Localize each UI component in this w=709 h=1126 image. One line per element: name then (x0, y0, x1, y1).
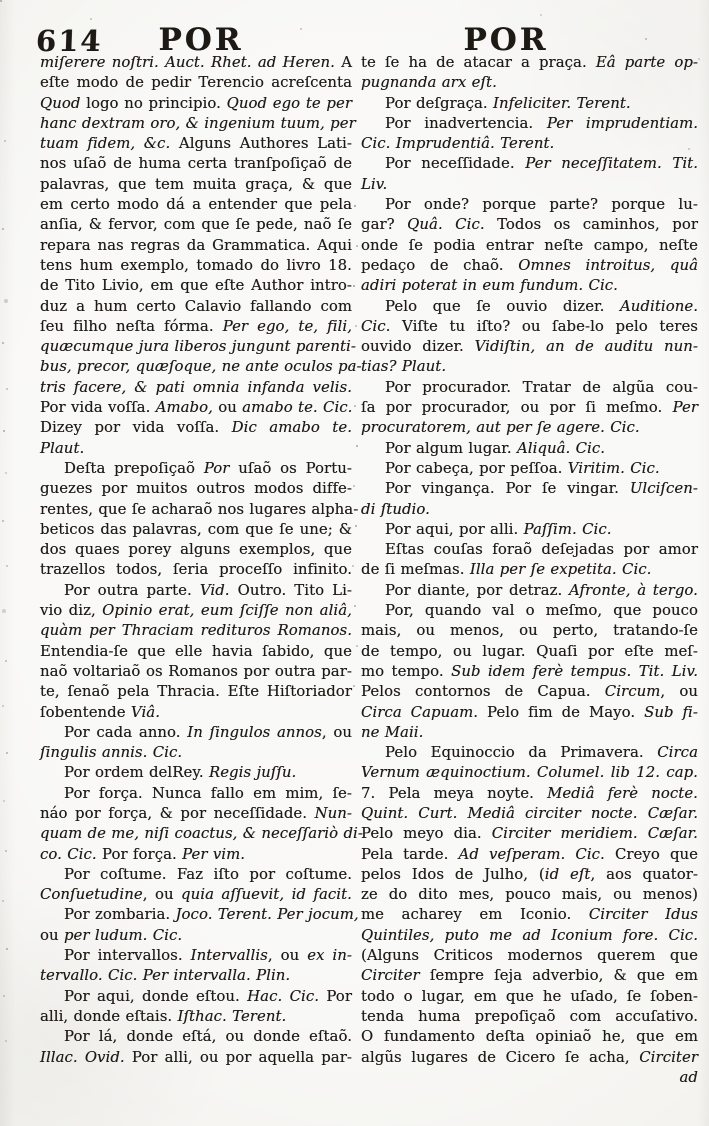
portuguese-roman-text: pelos Idos de Julho, ( (361, 865, 545, 883)
portuguese-roman-text: Por ordem delRey. (64, 764, 209, 782)
page-number: 614 (35, 24, 104, 58)
latin-italic-text: Afronte, à tergo. (568, 581, 698, 599)
text-line (40, 804, 352, 824)
latin-italic-text: Vid. (199, 581, 230, 599)
text-line (40, 784, 352, 804)
latin-italic-text: pugnanda arx eſt. (361, 74, 497, 92)
text-line (40, 885, 352, 905)
portuguese-roman-text: gar? (361, 216, 408, 234)
latin-italic-text: Eâ parte op- (595, 54, 699, 71)
text-line (40, 73, 352, 93)
text-line (361, 94, 698, 114)
portuguese-roman-text: repara nas regras da Grammatica. Aqui (40, 236, 352, 254)
latin-italic-text: Paſſim. Cic. (523, 520, 612, 538)
portuguese-roman-text: logo no principio. (80, 94, 227, 112)
text-line (40, 743, 352, 763)
text-line (40, 398, 352, 418)
latin-italic-text: Quod (40, 94, 81, 112)
text-line (361, 520, 698, 540)
latin-italic-text: Plaut. (40, 439, 85, 457)
portuguese-roman-text: Dizey por vida voſſa. (40, 419, 232, 437)
text-line (40, 236, 352, 256)
latin-italic-text: Quint. Curt. Mediâ circiter nocte. Cæſar. (361, 804, 698, 822)
text-line (40, 865, 352, 885)
portuguese-roman-text: vio diz, (40, 602, 103, 620)
text-line (40, 1027, 352, 1047)
latin-italic-text: Auditione. (620, 297, 698, 315)
text-line (40, 845, 352, 865)
text-line (361, 337, 698, 357)
latin-italic-text: Conſuetudine (40, 886, 143, 904)
portuguese-roman-text: Por vingança. Por ſe vingar. (385, 480, 630, 498)
latin-italic-text: Infeliciter. Terent. (493, 94, 631, 112)
text-line (40, 114, 356, 134)
text-line (361, 966, 698, 986)
text-line (40, 662, 352, 682)
right-column-text (361, 53, 698, 1088)
latin-italic-text: quam de me, niſi coactus, & neceſſariò di- (40, 825, 363, 843)
latin-italic-text: Amabo, (155, 399, 213, 417)
ink-speck-decoration (0, 0, 2, 2)
text-line (361, 601, 698, 621)
portuguese-roman-text: Por algum lugar. (385, 439, 517, 457)
portuguese-roman-text: beticos das palavras, com que ſe une; & (40, 520, 352, 538)
text-line (40, 500, 359, 520)
portuguese-roman-text: Por aqui, donde eſtou. (64, 987, 248, 1005)
latin-italic-text: Regis juſſu. (208, 764, 297, 782)
text-line (361, 479, 698, 499)
text-line (40, 642, 352, 662)
text-line (361, 459, 698, 479)
latin-italic-text: Iſthac. Terent. (177, 1007, 287, 1025)
portuguese-roman-text: , ou (267, 947, 308, 965)
latin-italic-text: adiri poterat in eum fundum. Cic. (361, 277, 618, 295)
latin-italic-text: Circa Capuam. (361, 703, 479, 721)
portuguese-roman-text: Pelo que ſe ouvio dizer. (385, 297, 620, 315)
portuguese-roman-text: Por deſgraça. (385, 94, 494, 112)
text-line (40, 946, 352, 966)
text-line (361, 946, 698, 966)
portuguese-roman-text: O fundamento deſta opiniaõ he, que em (361, 1028, 698, 1046)
portuguese-roman-text: Por força. Nunca fallo em mim, ſe- (64, 784, 352, 802)
text-line (361, 256, 698, 276)
text-line (361, 743, 698, 763)
latin-italic-text: Per imprudentiam. (546, 114, 699, 132)
text-line (361, 682, 698, 702)
text-line (361, 297, 698, 317)
portuguese-roman-text: alli, donde eſtais. (40, 1007, 178, 1025)
latin-italic-text: Cic. (361, 317, 391, 335)
text-line (40, 317, 352, 337)
text-line (361, 784, 698, 804)
latin-italic-text: quia aſſuevit, id facit. (181, 886, 352, 904)
portuguese-roman-text: , ou (321, 723, 353, 741)
text-line (361, 1007, 698, 1027)
text-line (40, 824, 363, 844)
text-line (361, 357, 698, 377)
portuguese-roman-text: rentes, que ſe acharaõ nos lugares alpha- (40, 500, 359, 518)
text-line (361, 53, 698, 73)
text-line (361, 763, 698, 783)
text-line (361, 662, 698, 682)
text-line (40, 215, 352, 235)
text-line (40, 540, 352, 560)
latin-italic-text: Liv. (361, 175, 388, 193)
text-line (40, 926, 352, 946)
text-line (361, 418, 698, 438)
latin-italic-text: hanc dextram oro, & ingenium tuum, per (40, 114, 356, 132)
text-line (40, 256, 352, 276)
latin-italic-text: ſingulis annis. Cic. (40, 744, 183, 762)
latin-italic-text: Per (672, 399, 698, 417)
text-line (40, 987, 352, 1007)
latin-italic-text: Illa per ſe expetita. Cic. (469, 561, 652, 579)
text-line (361, 134, 698, 154)
text-line (40, 479, 352, 499)
portuguese-roman-text: Pelo Equinoccio da Primavera. (385, 744, 658, 762)
text-line (361, 154, 698, 174)
latin-italic-text: Vernum æquinoctium. Columel. lib 12. cap. (361, 764, 698, 782)
portuguese-roman-text: Pelo fim de Mayo. (478, 703, 645, 721)
portuguese-roman-text: todo o lugar, em que he uſado, ſe ſoben- (361, 987, 698, 1005)
portuguese-roman-text: A (334, 54, 352, 71)
portuguese-roman-text: Por força. (96, 845, 183, 863)
text-line (40, 621, 352, 641)
latin-italic-text: Intervallis (190, 947, 268, 965)
text-line (361, 824, 698, 844)
latin-italic-text: miſerere noſtri. Auct. Rhet. ad Heren. (40, 54, 335, 71)
portuguese-roman-text: mo tempo. (361, 662, 452, 680)
text-line (40, 703, 352, 723)
portuguese-roman-text: ſeu filho neſta fórma. (40, 317, 223, 335)
portuguese-roman-text: ze do dito mes, pouco mais, ou menos) (361, 886, 698, 904)
latin-italic-text: Ad veſperam. Cic. (458, 845, 605, 863)
portuguese-roman-text: duz a hum certo Calavio fallando com (40, 297, 352, 315)
text-line (361, 398, 698, 418)
portuguese-roman-text: náo por força, & por neceſſidade. (40, 804, 315, 822)
text-line (361, 195, 698, 215)
portuguese-roman-text: Por cada anno. (64, 723, 188, 741)
portuguese-roman-text: te, ſenaõ pela Thracia. Eſte Hiſtoriador (40, 683, 352, 701)
text-line (361, 581, 698, 601)
running-head-left: POR (158, 22, 244, 58)
portuguese-roman-text: Por lá, donde eſtá, ou donde eſtaõ. (64, 1028, 352, 1046)
text-line (40, 134, 352, 154)
latin-italic-text: ad (679, 1068, 698, 1086)
portuguese-roman-text: Outro. Tito Li- (229, 581, 352, 599)
text-line (361, 378, 698, 398)
text-line (361, 723, 698, 743)
text-line (361, 642, 698, 662)
left-column-text (40, 53, 363, 1068)
latin-italic-text: Aliquâ. Cic. (516, 439, 606, 457)
latin-italic-text: Viâ. (130, 703, 161, 721)
latin-italic-text: procuratorem, aut per ſe agere. Cic. (361, 419, 640, 437)
latin-italic-text: Circiter meridiem. Cæſar. (491, 825, 698, 843)
latin-italic-text: In ſingulos annos (187, 723, 322, 741)
portuguese-roman-text: dos quaes porey alguns exemplos, que (40, 541, 352, 559)
text-line (361, 865, 698, 885)
text-line (40, 723, 352, 743)
text-line (40, 439, 352, 459)
portuguese-roman-text: pedaço de chaõ. (361, 256, 519, 274)
portuguese-roman-text: eſte modo de pedir Terencio acreſcenta (40, 74, 352, 92)
portuguese-roman-text: trazellos todos, ſeria proceſſo infinito. (40, 561, 352, 579)
portuguese-roman-text: nos uſaõ de huma certa tranſpoſiçaõ de (40, 155, 352, 173)
portuguese-roman-text: (Alguns Criticos modernos querem que (361, 947, 698, 965)
text-line (361, 215, 698, 235)
text-line (361, 804, 698, 824)
text-line (40, 94, 352, 114)
latin-italic-text: Circiter Idus (588, 906, 698, 924)
portuguese-roman-text: Por aqui, por alli. (385, 520, 524, 538)
latin-italic-text: Illac. Ovid. (40, 1048, 125, 1066)
portuguese-roman-text: Por onde? porque parte? porque lu- (385, 196, 698, 214)
portuguese-roman-text: ſobentende (40, 703, 131, 721)
text-line (361, 439, 698, 459)
portuguese-roman-text: Por neceſſidade. (385, 155, 526, 173)
latin-italic-text: bus, precor, quæſoque, ne ante oculos pa- (40, 358, 362, 376)
latin-italic-text: Hac. Cic. (247, 987, 320, 1005)
latin-italic-text: ex in- (307, 947, 352, 965)
text-line (361, 73, 698, 93)
text-line (40, 682, 352, 702)
portuguese-roman-text: de Tito Livio, em que eſte Author intro- (40, 277, 352, 295)
latin-italic-text: Circiter (361, 967, 420, 985)
latin-italic-text: Quâ. Cic. (407, 216, 485, 234)
latin-italic-text: Mediâ ferè nocte. (547, 784, 698, 802)
portuguese-roman-text: naõ voltariaõ os Romanos por outra par- (40, 662, 352, 680)
latin-italic-text: tias? Plaut. (361, 358, 447, 376)
latin-italic-text: di ſtudio. (361, 500, 430, 518)
text-line (40, 175, 352, 195)
text-line (40, 1048, 352, 1068)
text-line (361, 114, 698, 134)
portuguese-roman-text: Por vida voſſa. (40, 399, 156, 417)
portuguese-roman-text: Por outra parte. (64, 581, 200, 599)
portuguese-roman-text: Por intervallos. (64, 947, 191, 965)
latin-italic-text: Circiter (639, 1048, 698, 1066)
text-line (40, 378, 352, 398)
portuguese-roman-text: Por procurador. Tratar de algũa cou- (385, 378, 698, 396)
portuguese-roman-text: Por cabeça, por peſſoa. (385, 459, 568, 477)
text-line (40, 276, 352, 296)
portuguese-roman-text: Viſte tu iſto? ou ſabe-lo pelo teres (390, 317, 698, 335)
text-line (361, 1068, 698, 1088)
portuguese-roman-text: 7. Pela meya noyte. (361, 784, 548, 802)
latin-italic-text: id eſt (544, 865, 591, 883)
portuguese-roman-text: ou (40, 926, 64, 944)
portuguese-roman-text: mais, ou menos, ou perto, tratando-ſe (361, 622, 698, 640)
latin-italic-text: Sub idem ferè tempus. Tit. Liv. (451, 662, 699, 680)
portuguese-roman-text: anſia, & fervor, com que ſe pede, naõ ſe (40, 216, 352, 234)
portuguese-roman-text: , ou (142, 886, 182, 904)
text-line (361, 236, 698, 256)
portuguese-roman-text: de tempo, ou lugar. Quaſi por eſte meſ- (361, 642, 698, 660)
latin-italic-text: quàm per Thraciam redituros Romanos. (40, 622, 352, 640)
text-line (40, 1007, 352, 1027)
latin-italic-text: amabo te. Cic. (242, 399, 353, 417)
latin-italic-text: Nun- (314, 804, 352, 822)
portuguese-roman-text: Por coſtume. Faz iſto por coſtume. (64, 865, 352, 883)
portuguese-roman-text: palavras, que tem muita graça, & que (40, 175, 352, 193)
latin-italic-text: Circa (657, 744, 698, 762)
portuguese-roman-text: ſa por procurador, ou por ſi meſmo. (361, 399, 673, 417)
portuguese-roman-text: tenda huma prepoſiçaõ com accuſativo. (361, 1007, 698, 1025)
text-line (361, 621, 698, 641)
portuguese-roman-text: Por inadvertencia. (385, 114, 547, 132)
text-line (40, 297, 352, 317)
text-line (361, 703, 698, 723)
portuguese-roman-text: guezes por muitos outros modos diffe- (40, 480, 352, 498)
latin-italic-text: ne Maii. (361, 723, 424, 741)
latin-italic-text: quæcumque jura liberos jungunt parenti- (40, 338, 356, 356)
text-line (361, 1048, 698, 1068)
latin-italic-text: Per vim. (182, 845, 246, 863)
text-line (40, 763, 352, 783)
latin-italic-text: co. Cic. (40, 845, 97, 863)
text-line (40, 581, 352, 601)
portuguese-roman-text: Todos os caminhos, por (484, 216, 699, 234)
text-line (40, 520, 352, 540)
portuguese-roman-text: Por, quando val o meſmo, que pouco (385, 602, 698, 620)
latin-italic-text: Omnes introitus, quâ (518, 256, 698, 274)
portuguese-roman-text: Eſtas couſas foraõ deſejadas por amor (385, 541, 698, 559)
latin-italic-text: Por (203, 459, 230, 477)
text-line (40, 418, 352, 438)
text-line (40, 966, 352, 986)
text-line (361, 905, 698, 925)
latin-italic-text: Vidiſtin, an de auditu nun- (474, 338, 698, 356)
portuguese-roman-text: Pelos contornos de Capua. (361, 683, 605, 701)
latin-italic-text: Cic. Imprudentiâ. Terent. (361, 135, 555, 153)
text-line (361, 175, 698, 195)
text-line (40, 337, 356, 357)
portuguese-roman-text: Por zombaria. (64, 906, 176, 924)
latin-italic-text: Per neceſſitatem. Tit. (525, 155, 699, 173)
portuguese-roman-text: ſempre ſeja adverbio, & que em (419, 967, 698, 985)
latin-italic-text: Dic amabo te. (231, 419, 352, 437)
text-line (40, 53, 352, 73)
portuguese-roman-text: , aos quator- (590, 865, 698, 883)
latin-italic-text: Ulciſcen- (629, 480, 698, 498)
text-line (361, 987, 698, 1007)
portuguese-roman-text: Por (319, 987, 352, 1005)
portuguese-roman-text: de ſi meſmas. (361, 561, 470, 579)
text-line (361, 1027, 698, 1047)
latin-italic-text: Joco. Terent. Per jocum, (175, 906, 359, 924)
text-line (361, 885, 698, 905)
text-line (40, 459, 352, 479)
text-line (40, 154, 352, 174)
text-line (361, 540, 698, 560)
portuguese-roman-text: Alguns Authores Lati- (170, 135, 352, 153)
latin-italic-text: Viritim. Cic. (567, 459, 660, 477)
latin-italic-text: Sub fi- (644, 703, 698, 721)
portuguese-roman-text: Pelo meyo dia. (361, 825, 492, 843)
text-line (40, 905, 359, 925)
portuguese-roman-text: em certo modo dá a entender que pela (40, 196, 352, 214)
text-line (361, 560, 698, 580)
portuguese-roman-text: Deſta prepoſiçaõ (64, 459, 204, 477)
latin-italic-text: Per ego, te, fili, (222, 317, 352, 335)
portuguese-roman-text: uſaõ os Portu- (229, 459, 352, 477)
latin-italic-text: Opinio erat, eum ſciſſe non aliâ, (102, 602, 352, 620)
portuguese-roman-text: Entendia-ſe que elle havia ſabido, que (40, 642, 352, 660)
portuguese-roman-text: Por alli, ou por aquella par- (124, 1048, 352, 1066)
text-line (40, 601, 352, 621)
portuguese-roman-text: tens hum exemplo, tomado do livro 18. (40, 256, 352, 274)
portuguese-roman-text: onde ſe podia entrar neſte campo, neſte (361, 236, 698, 254)
portuguese-roman-text: ouvido dizer. (361, 338, 475, 356)
portuguese-roman-text: ou (212, 399, 243, 417)
text-line (40, 357, 362, 377)
portuguese-roman-text: me acharey em Iconio. (361, 906, 589, 924)
text-line (361, 317, 698, 337)
portuguese-roman-text: Creyo que (604, 845, 699, 863)
portuguese-roman-text: Por diante, por detraz. (385, 581, 569, 599)
text-line (40, 195, 352, 215)
portuguese-roman-text: Pela tarde. (361, 845, 459, 863)
portuguese-roman-text: , ou (660, 683, 698, 701)
text-line (361, 500, 698, 520)
latin-italic-text: Quod ego te per (226, 94, 352, 112)
latin-italic-text: Circum (604, 683, 661, 701)
latin-italic-text: tris facere, & pati omnia infanda velis. (40, 378, 352, 396)
running-head-right: POR (463, 22, 549, 58)
portuguese-roman-text: algũs lugares de Cicero ſe acha, (361, 1048, 640, 1066)
latin-italic-text: tuam fidem, &c. (40, 135, 171, 153)
text-line (361, 845, 698, 865)
text-line (361, 276, 698, 296)
latin-italic-text: per ludum. Cic. (63, 926, 183, 944)
text-line (40, 560, 352, 580)
text-line (361, 926, 698, 946)
portuguese-roman-text: te ſe ha de atacar a praça. (361, 54, 596, 71)
latin-italic-text: Quintiles, puto me ad Iconium fore. Cic. (361, 926, 698, 944)
latin-italic-text: tervallo. Cic. Per intervalla. Plin. (40, 967, 291, 985)
